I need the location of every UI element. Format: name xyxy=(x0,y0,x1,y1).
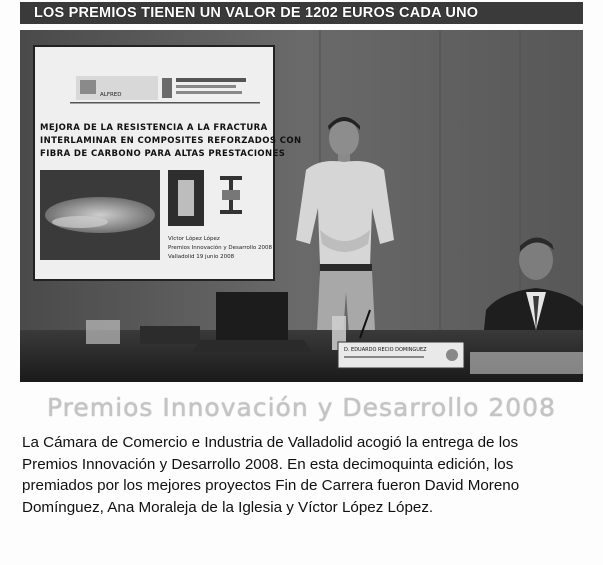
caption-line-4: Domínguez, Ana Moraleja de la Iglesia y Víctor López López. xyxy=(22,498,434,516)
caption-line-3: premiados por los mejores proyectos Fin de Carrera fueron David Moreno xyxy=(22,477,520,494)
caption-line-1: La Cámara de Comercio e Industria de Valladolid acogió la entrega de los xyxy=(22,434,519,451)
logo-icon xyxy=(80,80,96,94)
slide-event: Premios Innovación y Desarrollo 2008 xyxy=(168,245,273,251)
article-headline: Premios Innovación y Desarrollo 2008 xyxy=(47,393,556,422)
news-photo xyxy=(20,30,583,382)
slide-title-line-3: FIBRA DE CARBONO PARA ALTAS PRESTACIONES xyxy=(40,149,286,159)
projected-slide xyxy=(34,46,301,280)
crest-icon xyxy=(162,78,172,98)
slide-date: Valladolid 19 junio 2008 xyxy=(168,254,235,260)
slide-author: Víctor López López xyxy=(168,236,220,242)
glass-object xyxy=(86,320,120,344)
slide-title-line-1: MEJORA DE LA RESISTENCIA A LA FRACTURA xyxy=(40,123,268,133)
photo-scene xyxy=(20,30,583,382)
caption-line-2: Premios Innovación y Desarrollo 2008. En esta decimoquinta edición, los xyxy=(22,455,514,473)
slide-title-line-2: INTERLAMINAR EN COMPOSITES REFORZADOS CON xyxy=(40,136,302,146)
nameplate-emblem-icon xyxy=(446,349,458,361)
kicker-banner xyxy=(20,2,583,24)
nameplate xyxy=(338,342,464,368)
kicker-text: LOS PREMIOS TIENEN UN VALOR DE 1202 EUROS CADA UNO xyxy=(34,5,479,21)
laptop-base xyxy=(192,340,312,352)
nameplate-text: D. EDUARDO RECIO DOMINGUEZ xyxy=(344,347,427,353)
slide-logo-text: ALFRED xyxy=(100,92,122,98)
laptop-screen xyxy=(216,292,288,340)
article-caption xyxy=(22,432,583,518)
